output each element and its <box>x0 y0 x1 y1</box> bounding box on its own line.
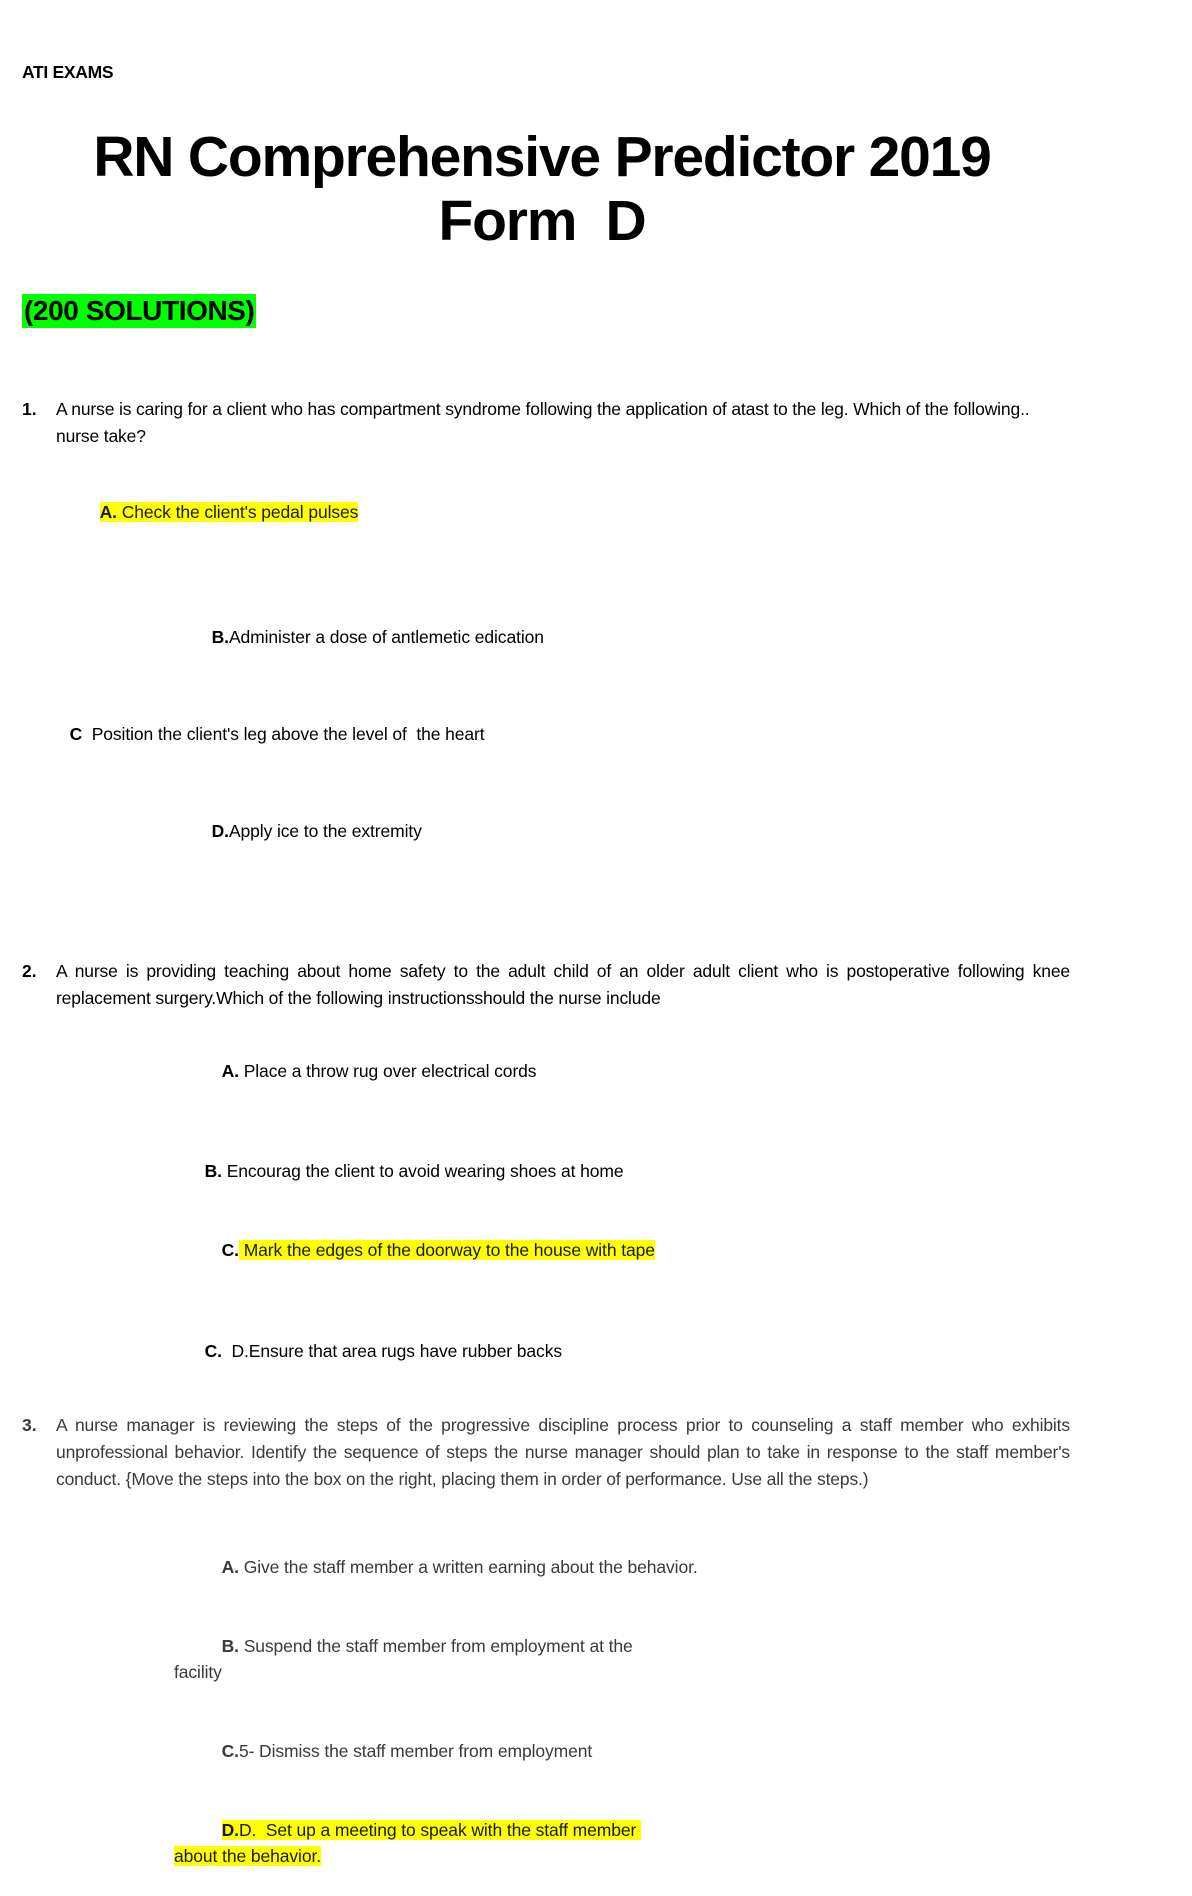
option-text: Suspend the staff member from employment at the facility <box>174 1636 638 1683</box>
question-2-options <box>22 1017 1070 1390</box>
option-label: C. <box>221 1240 239 1261</box>
option-text: D.Ensure that area rugs have rubber backs <box>221 1340 562 1361</box>
solutions-banner <box>22 295 256 327</box>
option-label: B. <box>204 1161 222 1182</box>
option-row[interactable] <box>22 473 1070 552</box>
title-line-1: RN Comprehensive Predictor 2019 <box>93 125 991 189</box>
document-title <box>22 125 1062 254</box>
option-row[interactable] <box>22 1132 1070 1211</box>
title-line-2: Form D <box>438 189 646 254</box>
solutions-banner-text: (200 SOLUTIONS) <box>24 295 255 326</box>
option-label: B. <box>221 1636 239 1657</box>
option-label: A. <box>221 1060 239 1081</box>
option-row[interactable] <box>22 1712 1070 1791</box>
option-row[interactable] <box>22 1528 1070 1607</box>
option-row[interactable] <box>22 791 1070 870</box>
option-row[interactable] <box>22 1312 1070 1391</box>
option-label: A. <box>99 502 117 523</box>
option-label: C <box>69 723 83 744</box>
option-label: A. <box>221 1557 239 1578</box>
question-1-options <box>22 455 1070 870</box>
option-text: D. Set up a meeting to speak with the staff member about the behavior. <box>174 1819 641 1867</box>
option-label: C. <box>204 1340 222 1361</box>
option-highlight <box>174 1820 641 1866</box>
option-label: C. <box>221 1741 239 1762</box>
option-highlight <box>100 502 359 522</box>
question-item <box>22 958 1070 1390</box>
option-text: Give the staff member a written earning about the behavior. <box>238 1557 698 1578</box>
question-3-options <box>22 1498 1070 1896</box>
option-row[interactable] <box>22 1791 654 1896</box>
option-row[interactable] <box>22 1031 1070 1110</box>
option-row[interactable] <box>22 598 1070 677</box>
question-item <box>22 1412 1070 1895</box>
question-2-text: A nurse is providing teaching about home safety to the adult child of an older adult client who is postoperative following knee replacement surgery.Which of the following instructionsshould the nurse include <box>56 961 1070 1008</box>
question-2-header <box>22 958 1070 1011</box>
option-row[interactable] <box>22 695 1070 774</box>
question-3-number: 3. <box>22 1415 37 1436</box>
option-row[interactable] <box>22 1607 674 1712</box>
question-item <box>22 396 1070 870</box>
option-row[interactable] <box>22 1211 674 1290</box>
question-2-number: 2. <box>22 961 37 982</box>
option-text: Position the client's leg above the level of the heart <box>82 723 485 744</box>
option-text: Apply ice to the extremity <box>228 820 422 841</box>
option-text: 5- Dismiss the staff member from employment <box>238 1741 593 1762</box>
option-text: Place a throw rug over electrical cords <box>238 1060 537 1081</box>
option-text: Mark the edges of the doorway to the house with tape <box>238 1240 655 1261</box>
question-3-header <box>22 1412 1070 1492</box>
question-1-text: A nurse is caring for a client who has compartment syndrome following the application of atast to the leg. Which of the following.. nurse take? <box>56 399 1030 446</box>
question-1-number: 1. <box>22 399 37 419</box>
option-label: D. <box>221 1819 239 1840</box>
questions-list <box>22 396 1070 1896</box>
question-3-text: A nurse manager is reviewing the steps of the progressive discipline process prior to counseling a staff member who exhibits unprofessional behavior. Identify the sequence of steps the nurse manager should plan to take in response to the staff member's conduct. {Move the steps into the box on the right, placing them in order of performance. Use all the steps.) <box>56 1415 1070 1489</box>
option-text: Administer a dose of antlemetic edication <box>228 627 544 648</box>
option-label: D. <box>211 820 229 841</box>
option-label: B. <box>211 627 229 648</box>
document-header-label: ATI EXAMS <box>22 62 114 82</box>
option-text: Encourag the client to avoid wearing shoes at home <box>221 1161 624 1182</box>
question-1-header <box>22 396 1070 449</box>
option-text: Check the client's pedal pulses <box>116 502 359 523</box>
